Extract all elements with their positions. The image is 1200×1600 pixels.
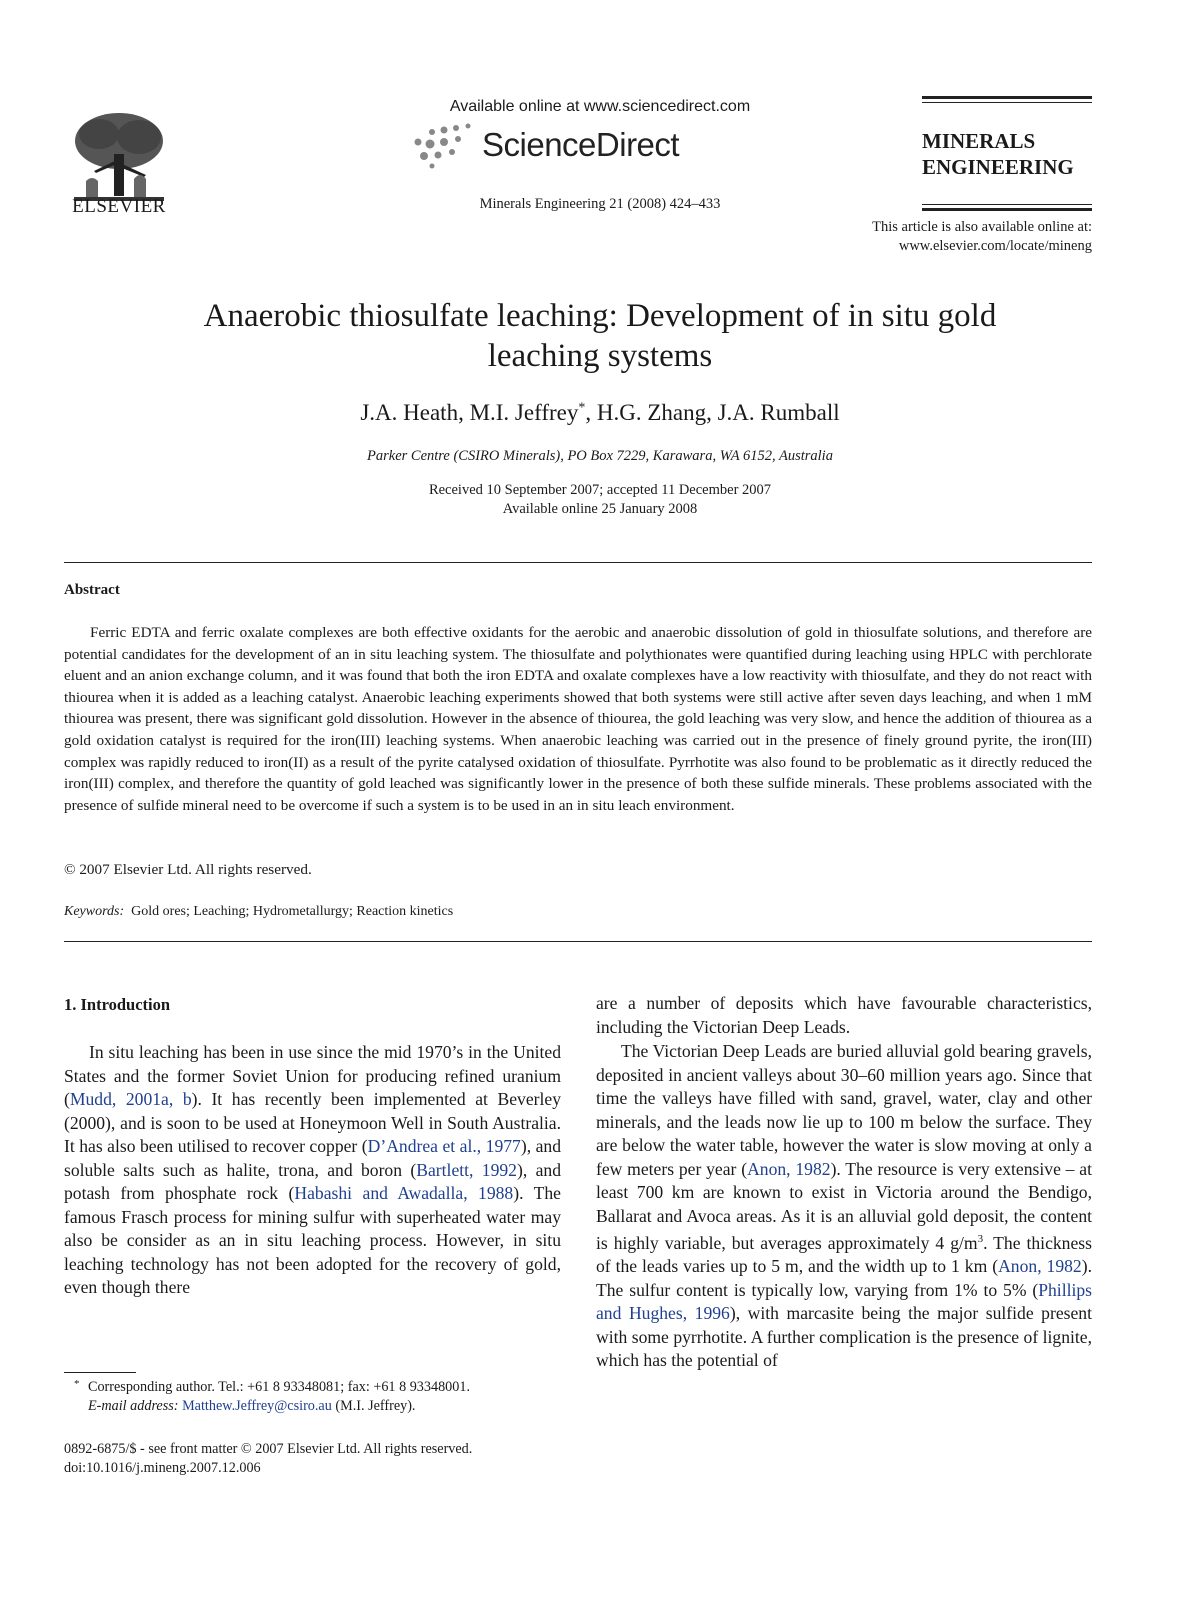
intro-p2-text-c: . The thickness of the leads varies up to 5 m, and the width up to 1 km ( [596,1232,1092,1277]
email-suffix: (M.I. Jeffrey). [331,1398,416,1414]
journal-name [922,128,1092,180]
sciencedirect-wordmark: ScienceDirect [482,126,680,163]
journal-rule-top [922,96,1092,99]
intro-paragraph-1 [64,1041,561,1300]
available-date: Available online 25 January 2008 [502,501,698,517]
intro-p1-text-a: In situ leaching has been in use since the mid 1970’s in the United States and the former Soviet Union for producing refined uranium ( [64,1042,561,1109]
authors-part2: , H.G. Zhang, J.A. Rumball [585,400,840,425]
citation-link-mudd[interactable]: Mudd, 2001a, b [69,1089,192,1109]
doi-line[interactable]: doi:10.1016/j.mineng.2007.12.006 [64,1460,261,1476]
journal-rule-top-thin [922,102,1092,103]
intro-p2-text-b: ). The resource is very extensive – at least 700 km are known to exist in Victoria around the Bendigo, Ballarat and Avoca areas. As it is an alluvial gold deposit, the content is highly variable, but averages approximately 4 g/m [596,1158,1092,1253]
intro-p1-text-e: ). The famous Frasch process for mining sulfur with superheated water may also be consider as an in situ leaching process. However, in situ leaching technology has not been adopted for the recovery of gold, even though there [64,1183,561,1297]
corresponding-author-mark[interactable]: * [578,400,586,416]
author-affiliation: Parker Centre (CSIRO Minerals), PO Box 7229, Karawara, WA 6152, Australia [367,448,833,464]
footnote-contact: Corresponding author. Tel.: +61 8 93348081; fax: +61 8 93348001. [88,1379,471,1395]
keywords-line [64,904,453,920]
intro-p1-text-b: ). It has recently been implemented at Beverley (2000), and is soon to be used at Honeymoon Well in South Australia. It has also been utilised to recover copper ( [64,1089,561,1156]
article-dates [100,481,1100,519]
abstract-heading: Abstract [64,582,120,598]
online-note-url[interactable]: www.elsevier.com/locate/mineng [898,238,1092,254]
section-heading-introduction: 1. Introduction [64,995,171,1014]
article-title-line1: Anaerobic thiosulfate leaching: Development of in situ gold [203,298,997,334]
abstract-top-rule [64,562,1092,563]
citation-link-anon-2[interactable]: Anon, 1982 [998,1256,1082,1277]
citation-link-bartlett[interactable]: Bartlett, 1992 [416,1159,517,1180]
superscript-three: 3 [977,1233,984,1245]
author-list [100,400,1100,426]
intro-p2-text-a: The Victorian Deep Leads are buried alluvial gold bearing gravels, deposited in ancient valleys about 30–60 million years ago. Since that time the valleys have filled with sand, gravel, water, clay and other minerals, and the leads now lie up to 100 m below the surface. They are below the water table, however the water is slow moving at only a few meters per year ( [596,1041,1092,1179]
authors-part1: J.A. Heath, M.I. Jeffrey [360,400,579,425]
front-matter-info [64,1440,472,1478]
intro-p2-text-d: ). The sulfur content is typically low, varying from 1% to 5% ( [596,1256,1092,1300]
article-title [100,296,1100,376]
citation-link-habashi[interactable]: Habashi and Awadalla, 1988 [294,1183,514,1203]
article-title-line2: leaching systems [487,338,713,374]
available-online-text[interactable]: Available online at www.sciencedirect.com [449,98,751,115]
footnote-star: * [74,1378,80,1390]
citation-link-dandrea[interactable]: D’Andrea et al., 1977 [367,1136,521,1156]
intro-p2-text-e: ), with marcasite being the major sulfide present with some pyrrhotite. A further complication is the presence of lignite, which has the potential of [596,1303,1092,1371]
received-date: Received 10 September 2007; accepted 11 December 2007 [428,482,772,498]
journal-rule-bottom-thin [922,204,1092,205]
intro-paragraph-2 [596,1040,1092,1373]
online-availability-note [780,218,1092,256]
citation-link-phillips[interactable]: Phillips and Hughes, 1996 [596,1279,1092,1324]
abstract-copyright: © 2007 Elsevier Ltd. All rights reserved. [64,861,312,878]
journal-name-line1: MINERALS [922,129,1036,153]
sciencedirect-dots-icon [410,122,480,170]
email-label: E-mail address: [88,1398,179,1414]
intro-p1-text-c: ), and soluble salts such as halite, trona, and boron ( [64,1136,561,1180]
journal-name-line2: ENGINEERING [922,155,1074,179]
keywords-list: Gold ores; Leaching; Hydrometallurgy; Reaction kinetics [131,904,454,919]
intro-p1-text-d: ), and potash from phosphate rock ( [64,1159,562,1203]
journal-citation: Minerals Engineering 21 (2008) 424–433 [479,196,721,212]
footnote-rule [64,1372,136,1373]
email-link[interactable]: Matthew.Jeffrey@csiro.au [182,1398,332,1414]
corresponding-author-footnote [64,1378,561,1416]
journal-rule-bottom [922,208,1092,211]
sciencedirect-logo[interactable] [410,122,700,174]
abstract-bottom-rule [64,941,1092,942]
intro-paragraph-1-continued: are a number of deposits which have favourable characteristics, including the Victorian Deep Leads. [596,993,1092,1037]
keywords-label: Keywords: [64,904,125,919]
citation-link-anon-1[interactable]: Anon, 1982 [747,1158,831,1179]
online-note-line1: This article is also available online at: [872,219,1092,235]
abstract-text: Ferric EDTA and ferric oxalate complexes are both effective oxidants for the aerobic and anaerobic dissolution of gold in thiosulfate solutions, and therefore are potential candidates for the development of an in situ leaching system. The thiosulfate and polythionates were quantified during leaching using HPLC with perchlorate eluent and an anion exchange column, and it was found that both the iron EDTA and oxalate complexes have a low reactivity with thiosulfate, and they do not react with thiourea when it is added as a leaching catalyst. Anaerobic leaching experiments showed that both systems were still active after seven days leaching, and when 1 mM thiourea was present, there was significant gold dissolution. However in the absence of thiourea, the gold leaching was very slow, and hence the addition of thiourea as a gold oxidation catalyst is required for the iron(III) leaching systems. When anaerobic leaching was carried out in the presence of finely ground pyrite, the iron(III) complex was rapidly reduced to iron(II) as a result of the pyrite catalysed oxidation of thiosulfate. Pyrrhotite was also found to be problematic as it directly reduced the iron(III) complex, and therefore the quantity of gold leached was significantly lower in the presence of both these sulfide minerals. These problems associated with the presence of sulfide mineral need to be overcome if such a system is to be used in an in situ leach environment. [64,624,1092,814]
footnote-email-line [64,1397,561,1416]
issn-line: 0892-6875/$ - see front matter © 2007 Elsevier Ltd. All rights reserved. [64,1441,473,1457]
publisher-wordmark: ELSEVIER [72,196,166,217]
